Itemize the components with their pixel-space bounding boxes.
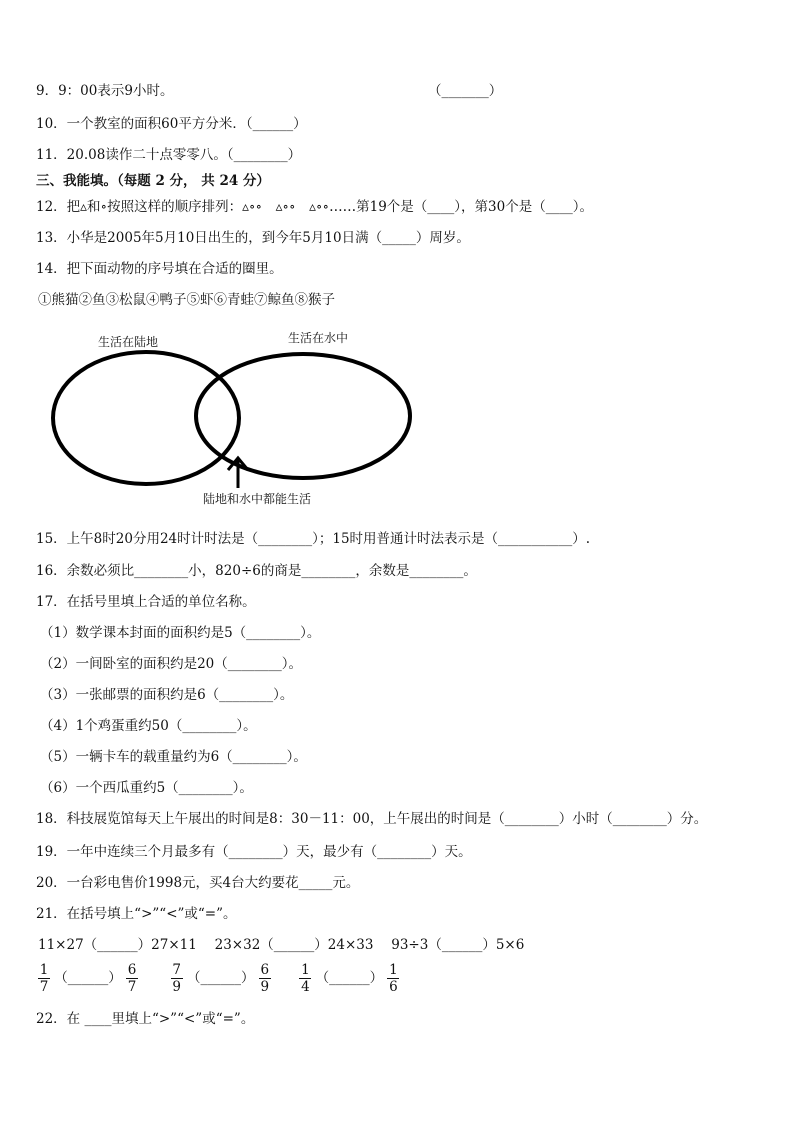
water-circle xyxy=(196,354,410,478)
question-9-answer-blank[interactable]: （_______） xyxy=(428,83,503,99)
question-15: 15．上午8时20分用24时计时法是（________）；15时用普通计时法表示是（___________）. xyxy=(36,531,591,547)
question-14-animal-list: ①熊猫②鱼③松鼠④鸭子⑤虾⑥青蛙⑦鲸鱼⑧猴子 xyxy=(38,292,335,308)
fraction: $\frac{1}{4}$ xyxy=(301,962,310,995)
question-11: 11．20.08读作二十点零零八。（________） xyxy=(36,147,302,163)
section-3-heading: 三、我能填。（每题 2 分， 共 24 分） xyxy=(36,173,270,189)
land-label: 生活在陆地 xyxy=(98,335,159,349)
question-10: 10．一个教室的面积60平方分米．（______） xyxy=(36,116,307,132)
question-17-3: （3）一张邮票的面积约是6（________）。 xyxy=(40,687,294,703)
question-22: 22．在 ____里填上“>”“<”或“=”。 xyxy=(36,1011,255,1027)
fraction-blank[interactable]: （______） xyxy=(54,970,122,986)
question-17: 17．在括号里填上合适的单位名称。 xyxy=(36,594,256,610)
question-17-2: （2）一间卧室的面积约是20（________）。 xyxy=(40,656,303,672)
fraction-blank[interactable]: （______） xyxy=(315,970,384,986)
question-9 xyxy=(36,82,173,100)
question-17-4: （4）1个鸡蛋重约50（________）。 xyxy=(40,718,257,734)
fraction: $\frac{1}{7}$ xyxy=(39,962,49,995)
question-17-1: （1）数学课本封面的面积约是5（________）。 xyxy=(40,625,321,641)
water-label: 生活在水中 xyxy=(288,331,349,345)
question-20: 20．一台彩电售价1998元，买4台大约要花_____元。 xyxy=(36,875,360,891)
question-17-6: （6）一个西瓜重约5（________）。 xyxy=(40,780,253,796)
question-12: 12．把▵和∘按照这样的顺序排列：▵∘∘ ▵∘∘ ▵∘∘……第19个是（____），第30个是（____）。 xyxy=(36,199,593,215)
fraction: $\frac{1}{6}$ xyxy=(389,962,398,995)
question-14: 14．把下面动物的序号填在合适的圈里。 xyxy=(36,261,283,277)
fraction: $\frac{7}{9}$ xyxy=(172,962,181,995)
question-13: 13．小华是2005年5月10日出生的，到今年5月10日满（_____）周岁。 xyxy=(36,230,470,246)
fraction: $\frac{6}{7}$ xyxy=(127,962,137,995)
question-16: 16．余数必须比________小，820÷6的商是________，余数是________。 xyxy=(36,563,477,579)
land-circle xyxy=(53,352,239,484)
question-21-fraction-row xyxy=(38,962,399,995)
overlap-label: 陆地和水中都能生活 xyxy=(203,492,312,506)
question-18: 18．科技展览馆每天上午展出的时间是8：30－11：00，上午展出的时间是（________）小时（________）分。 xyxy=(36,811,708,827)
question-9-text: 9．9：00表示9小时。 xyxy=(36,83,174,99)
venn-diagram xyxy=(40,320,430,510)
question-17-5: （5）一辆卡车的载重量约为6（________）。 xyxy=(40,749,307,765)
fraction-blank[interactable]: （______） xyxy=(186,970,255,986)
question-21: 21．在括号填上“>”“<”或“=”。 xyxy=(36,906,237,922)
question-19: 19．一年中连续三个月最多有（________）天，最少有（________）天。 xyxy=(36,844,472,860)
question-21-comparisons: 11×27（______）27×11 23×32（______）24×33 93÷3（______）5×6 xyxy=(38,937,525,953)
fraction: $\frac{6}{9}$ xyxy=(260,962,270,995)
